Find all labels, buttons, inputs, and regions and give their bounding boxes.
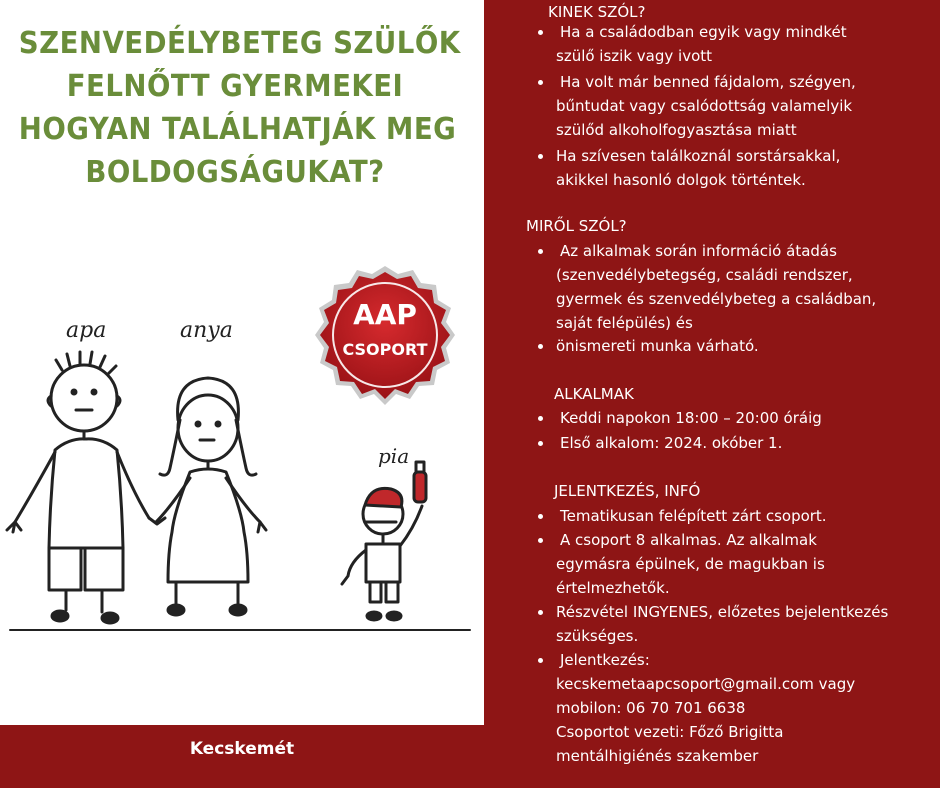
label-anya: anya [180, 318, 233, 343]
city-footer [0, 725, 484, 788]
section-heading-jelentkezes: JELENTKEZÉS, INFÓ [554, 482, 701, 500]
list-item: akikkel hasonló dolgok történtek. [556, 171, 806, 189]
list-item: értelmezhetők. [556, 579, 670, 597]
bullet-icon [538, 416, 543, 421]
info-panel [484, 0, 940, 788]
list-item: Keddi napokon 18:00 – 20:00 óráig [560, 409, 822, 427]
list-item: (szenvedélybetegség, családi rendszer, [556, 266, 853, 284]
poster-title [18, 22, 461, 194]
poster-title-line: SZENVEDÉLYBETEG SZÜLŐK [18, 26, 461, 61]
list-item: Tematikusan felépített zárt csoport. [560, 507, 827, 525]
label-apa: apa [66, 318, 107, 343]
list-item: Jelentkezés: [560, 651, 650, 669]
bullet-icon [538, 344, 543, 349]
list-item: Részvétel INGYENES, előzetes bejelentkezés [556, 603, 889, 621]
bullet-icon [538, 80, 543, 85]
list-item: egymásra épülnek, de magukban is [556, 555, 825, 573]
section-heading-alkalmak: ALKALMAK [554, 385, 634, 403]
list-item: A csoport 8 alkalmas. Az alkalmak [560, 531, 817, 549]
bullet-icon [538, 441, 543, 446]
list-item: szükséges. [556, 627, 639, 645]
list-item: Az alkalmak során információ átadás [560, 242, 837, 260]
list-item: szülő iszik vagy ivott [556, 47, 713, 65]
list-item: Első alkalom: 2024. okóber 1. [560, 434, 783, 452]
list-item: szülőd alkoholfogyasztása miatt [556, 121, 797, 139]
label-pia: pia [378, 444, 410, 468]
family-illustration [0, 300, 484, 720]
bullet-icon [538, 538, 543, 543]
badge-subtitle: CSOPORT [342, 340, 428, 359]
section-heading-kinek: KINEK SZÓL? [548, 3, 646, 21]
contact-phone: mobilon: 06 70 701 6638 [556, 699, 746, 717]
list-item: Ha volt már benned fájdalom, szégyen, [560, 73, 856, 91]
list-item: saját felépülés) és [556, 314, 693, 332]
list-item: gyermek és szenvedélybeteg a családban, [556, 290, 877, 308]
contact-email: kecskemetaapcsoport@gmail.com vagy [556, 675, 856, 693]
list-item: bűntudat vagy csalódottság valamelyik [556, 97, 853, 115]
badge-title: AAP [353, 298, 417, 331]
poster-title-line: BOLDOGSÁGUKAT? [85, 155, 385, 190]
bullet-icon [538, 154, 543, 159]
section-heading-mirol: MIRŐL SZÓL? [526, 217, 627, 235]
poster-image [0, 0, 484, 725]
group-leader: Csoportot vezeti: Főző Brigitta [556, 723, 784, 741]
poster-title-line: FELNŐTT GYERMEKEI [66, 69, 404, 104]
bullet-icon [538, 30, 543, 35]
list-item: önismereti munka várható. [556, 337, 759, 355]
bullet-icon [538, 610, 543, 615]
list-item: Ha szívesen találkoznál sorstársakkal, [556, 147, 841, 165]
bullet-icon [538, 514, 543, 519]
poster-title-line: HOGYAN TALÁLHATJÁK MEG [18, 112, 457, 147]
group-leader-title: mentálhigiénés szakember [556, 747, 759, 765]
bullet-icon [538, 658, 543, 663]
list-item: Ha a családodban egyik vagy mindkét [560, 23, 847, 41]
city-name: Kecskemét [189, 739, 295, 759]
bullet-icon [538, 249, 543, 254]
